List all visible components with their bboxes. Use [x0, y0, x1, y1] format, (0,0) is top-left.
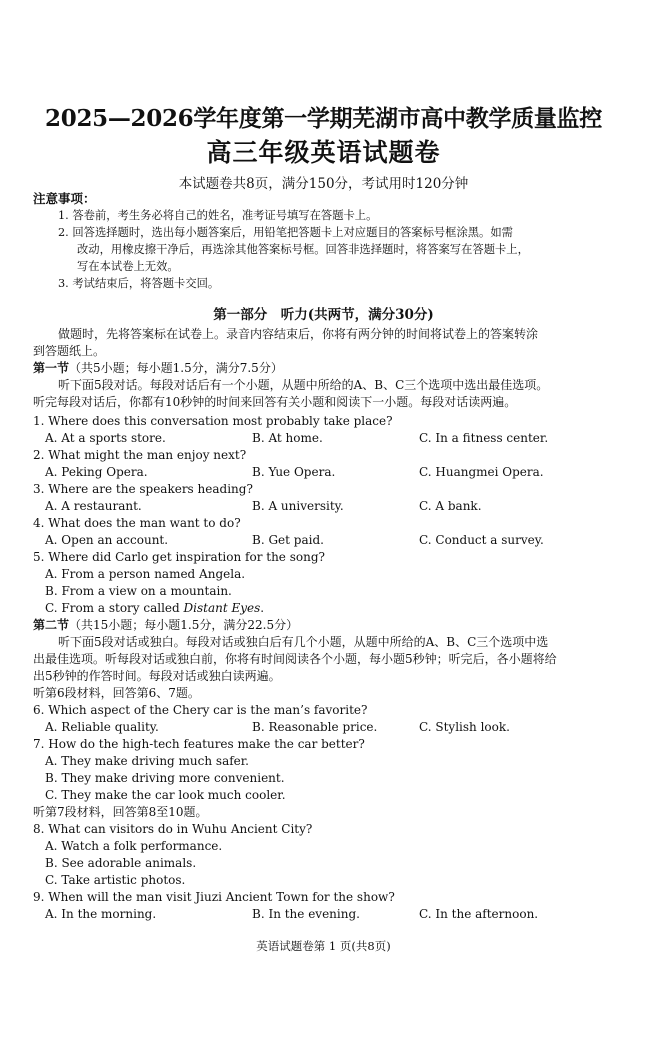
- question-3-option-a: A. A restaurant.: [45, 499, 142, 513]
- question-5-option-c-title: Distant Eyes: [183, 601, 261, 615]
- question-9-option-c: C. In the afternoon.: [419, 907, 539, 921]
- question-5-option-c: [45, 601, 264, 616]
- section1-instr-line2: 听完每段对话后，你都有10秒钟的时间来回答有关小题和阅读下一小题。每段对话读两遍。: [33, 395, 517, 409]
- question-9-option-b: B. In the evening.: [252, 907, 360, 921]
- question-8-option-c: C. Take artistic photos.: [45, 873, 186, 887]
- question-7-option-b: B. They make driving more convenient.: [45, 771, 285, 785]
- question-3-option-c: C. A bank.: [419, 499, 482, 513]
- section1-heading-label: 第一节: [33, 361, 70, 375]
- question-7-option-c: C. They make the car look much cooler.: [45, 788, 286, 802]
- notice-item-2: 2. 回答选择题时，选出每小题答案后，用铅笔把答题卡上对应题目的答案标号框涂黑。如需: [58, 226, 513, 239]
- section1-heading-note: （共5小题；每小题1.5分，满分7.5分）: [69, 361, 283, 375]
- notice-item-2-end: 写在本试卷上无效。: [77, 260, 179, 273]
- question-2-option-a: A. Peking Opera.: [45, 465, 148, 479]
- question-3-option-b: B. A university.: [252, 499, 344, 513]
- section2-instr-line3: 出5秒钟的作答时间。每段对话或独白读两遍。: [33, 669, 281, 683]
- section2-heading: [33, 618, 298, 633]
- section2-instr-line1: 听下面5段对话或独白。每段对话或独白后有几个小题，从题中所给的A、B、C三个选项中选: [58, 635, 549, 649]
- question-4-stem: 4. What does the man want to do?: [33, 516, 241, 530]
- question-1-option-a: A. At a sports store.: [45, 431, 166, 445]
- section1-heading: [33, 361, 283, 376]
- question-8-option-a: A. Watch a folk performance.: [45, 839, 223, 853]
- question-6-option-a: A. Reliable quality.: [45, 720, 159, 734]
- notice-heading: 注意事项：: [33, 191, 96, 206]
- notice-item-1: 1. 答卷前，考生务必将自己的姓名，准考证号填写在答题卡上。: [58, 209, 378, 222]
- question-5-stem: 5. Where did Carlo get inspiration for the song?: [33, 550, 325, 564]
- exam-title-line1: 2025—2026学年度第一学期芜湖市高中教学质量监控: [45, 105, 602, 132]
- question-1-option-b: B. At home.: [252, 431, 323, 445]
- question-6-option-c: C. Stylish look.: [419, 720, 510, 734]
- question-2-option-b: B. Yue Opera.: [252, 465, 336, 479]
- question-7-option-a: A. They make driving much safer.: [45, 754, 249, 768]
- part1-title: 第一部分 听力(共两节，满分30分): [213, 307, 434, 323]
- question-9-option-a: A. In the morning.: [45, 907, 157, 921]
- section2-heading-label: 第二节: [33, 618, 70, 632]
- question-5-option-a: A. From a person named Angela.: [45, 567, 246, 581]
- question-1-stem: 1. Where does this conversation most probably take place?: [33, 414, 393, 428]
- section2-heading-note: （共15小题；每小题1.5分，满分22.5分）: [69, 618, 299, 632]
- notice-item-3: 3. 考试结束后，将答题卡交回。: [58, 277, 220, 290]
- material-7-note: 听第7段材料，回答第8至10题。: [33, 805, 208, 819]
- exam-subtitle: 本试题卷共8页，满分150分，考试用时120分钟: [178, 176, 469, 192]
- question-6-stem: 6. Which aspect of the Chery car is the man’s favorite?: [33, 703, 368, 717]
- question-4-option-c: C. Conduct a survey.: [419, 533, 544, 547]
- question-5-option-c-prefix: C. From a story called: [45, 601, 184, 615]
- notice-item-2-cont: 改动，用橡皮擦干净后，再选涂其他答案标号框。回答非选择题时，将答案写在答题卡上，: [77, 243, 529, 256]
- part1-intro-line1: 做题时，先将答案标在试卷上。录音内容结束后，你将有两分钟的时间将试卷上的答案转涂: [58, 327, 539, 341]
- question-5-option-b: B. From a view on a mountain.: [45, 584, 232, 598]
- section2-instr-line2: 出最佳选项。听每段对话或独白前，你将有时间阅读各个小题，每小题5秒钟；听完后，各小题将给: [33, 652, 557, 666]
- question-4-option-a: A. Open an account.: [45, 533, 169, 547]
- question-7-stem: 7. How do the high-tech features make the car better?: [33, 737, 365, 751]
- part1-intro-line2: 到答题纸上。: [33, 344, 106, 358]
- question-2-option-c: C. Huangmei Opera.: [419, 465, 544, 479]
- section1-instr-line1: 听下面5段对话。每段对话后有一个小题，从题中所给的A、B、C三个选项中选出最佳选项。: [58, 378, 549, 392]
- question-3-stem: 3. Where are the speakers heading?: [33, 482, 253, 496]
- question-8-stem: 8. What can visitors do in Wuhu Ancient City?: [33, 822, 313, 836]
- question-9-stem: 9. When will the man visit Jiuzi Ancient Town for the show?: [33, 890, 395, 904]
- page-footer: 英语试题卷第 1 页(共8页): [256, 939, 391, 953]
- exam-title-line2: 高三年级英语试题卷: [206, 138, 441, 167]
- material-6-note: 听第6段材料，回答第6、7题。: [33, 686, 200, 700]
- question-1-option-c: C. In a fitness center.: [419, 431, 549, 445]
- question-4-option-b: B. Get paid.: [252, 533, 324, 547]
- question-5-option-c-suffix: .: [260, 601, 265, 615]
- question-8-option-b: B. See adorable animals.: [45, 856, 197, 870]
- question-2-stem: 2. What might the man enjoy next?: [33, 448, 247, 462]
- question-6-option-b: B. Reasonable price.: [252, 720, 378, 734]
